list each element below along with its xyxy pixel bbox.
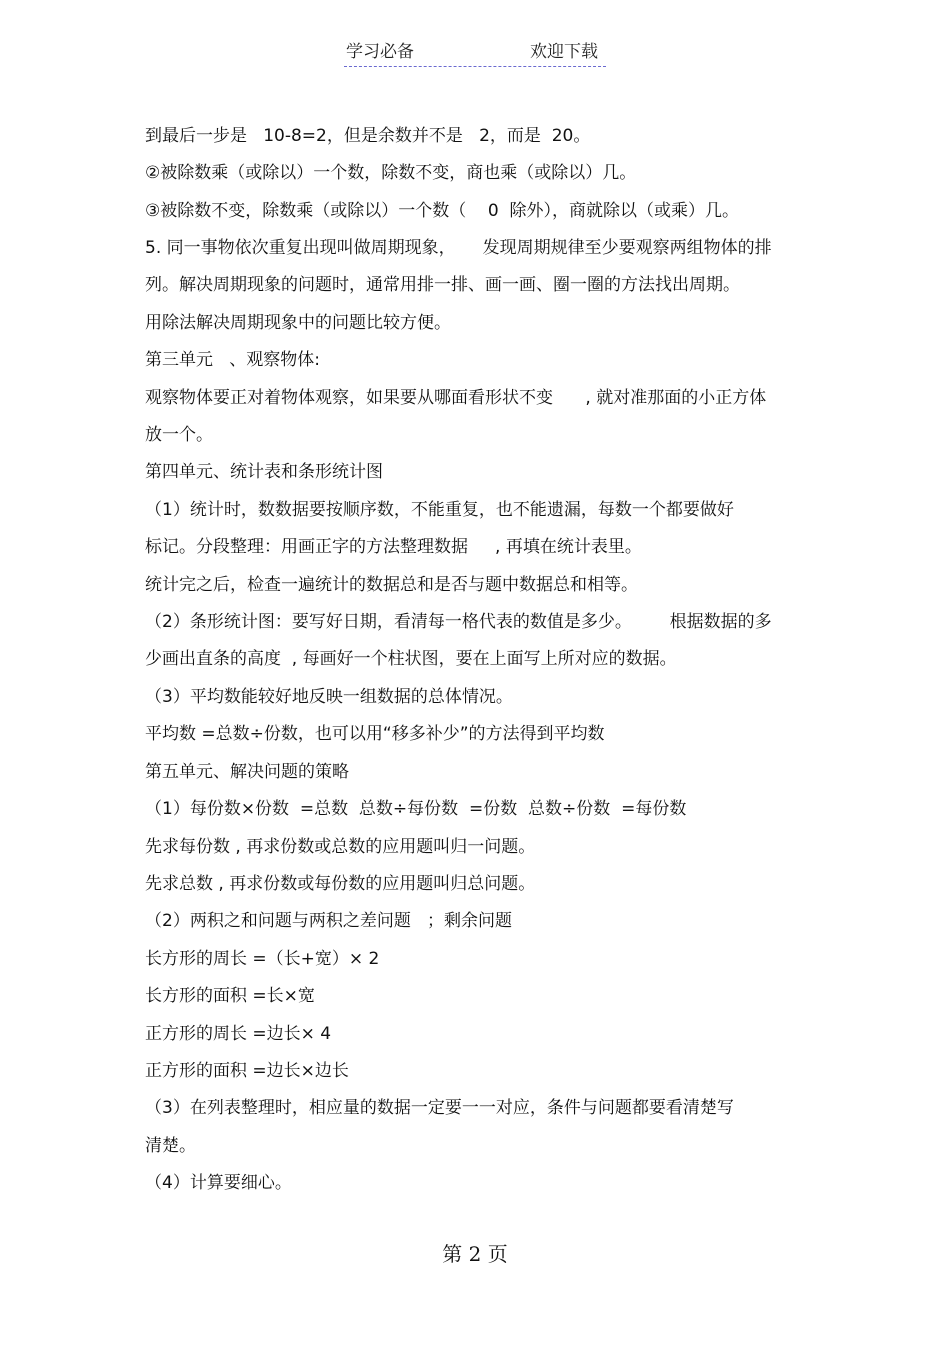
text-line: （4）计算要细心。: [145, 1173, 292, 1193]
section-heading: 第四单元、统计表和条形统计图: [145, 462, 383, 482]
section-heading: 第三单元 、观察物体:: [145, 350, 320, 370]
formula-line: 正方形的面积 =边长×边长: [145, 1061, 349, 1081]
formula-line: 正方形的周长 =边长× 4: [145, 1024, 332, 1044]
text-line: 清楚。: [145, 1136, 196, 1156]
text-line: 5. 同一事物依次重复出现叫做周期现象， 发现周期规律至少要观察两组物体的排: [145, 238, 772, 258]
text-line: 平均数 =总数÷份数，也可以用“移多补少”的方法得到平均数: [145, 724, 605, 744]
text-line: （3）在列表整理时，相应量的数据一定要一一对应，条件与问题都要看清楚写: [145, 1098, 734, 1118]
text-line: 少画出直条的高度 , 每画好一个柱状图，要在上面写上所对应的数据。: [145, 649, 677, 669]
text-line: ③被除数不变，除数乘（或除以）一个数（ 0 除外），商就除以（或乘）几。: [145, 201, 739, 221]
header-left-text: 学习必备: [346, 42, 414, 62]
section-heading: 第五单元、解决问题的策略: [145, 762, 349, 782]
text-line: 用除法解决周期现象中的问题比较方便。: [145, 313, 451, 333]
text-line: 标记。分段整理：用画正字的方法整理数据 , 再填在统计表里。: [145, 537, 642, 557]
text-line: 放一个。: [145, 425, 213, 445]
header-right-text: 欢迎下载: [530, 42, 598, 62]
text-line: 观察物体要正对着物体观察，如果要从哪面看形状不变 , 就对准那面的小正方体: [145, 388, 767, 408]
formula-line: 长方形的周长 =（长+宽）× 2: [145, 949, 380, 969]
text-line: （2）两积之和问题与两积之差问题 ；剩余问题: [145, 911, 513, 931]
text-line: 先求总数 , 再求份数或每份数的应用题叫归总问题。: [145, 874, 536, 894]
text-line: ②被除数乘（或除以）一个数，除数不变，商也乘（或除以）几。: [145, 163, 637, 183]
page-header: [344, 40, 606, 67]
text-line: （1）统计时，数数据要按顺序数，不能重复，也不能遗漏，每数一个都要做好: [145, 500, 734, 520]
text-line: （1）每份数×份数 =总数 总数÷每份数 =份数 总数÷份数 =每份数: [145, 799, 687, 819]
text-line: 先求每份数 , 再求份数或总数的应用题叫归一问题。: [145, 837, 536, 857]
text-line: 到最后一步是 10-8=2，但是余数并不是 2，而是 20。: [145, 126, 591, 146]
text-line: 列。解决周期现象的问题时，通常用排一排、画一画、圈一圈的方法找出周期。: [145, 275, 740, 295]
text-line: 统计完之后，检查一遍统计的数据总和是否与题中数据总和相等。: [145, 575, 638, 595]
page-number: 第 2 页: [442, 1242, 508, 1266]
text-line: （3）平均数能较好地反映一组数据的总体情况。: [145, 687, 513, 707]
formula-line: 长方形的面积 =长×宽: [145, 986, 315, 1006]
text-line: （2）条形统计图：要写好日期，看清每一格代表的数值是多少。 根据数据的多: [145, 612, 772, 632]
